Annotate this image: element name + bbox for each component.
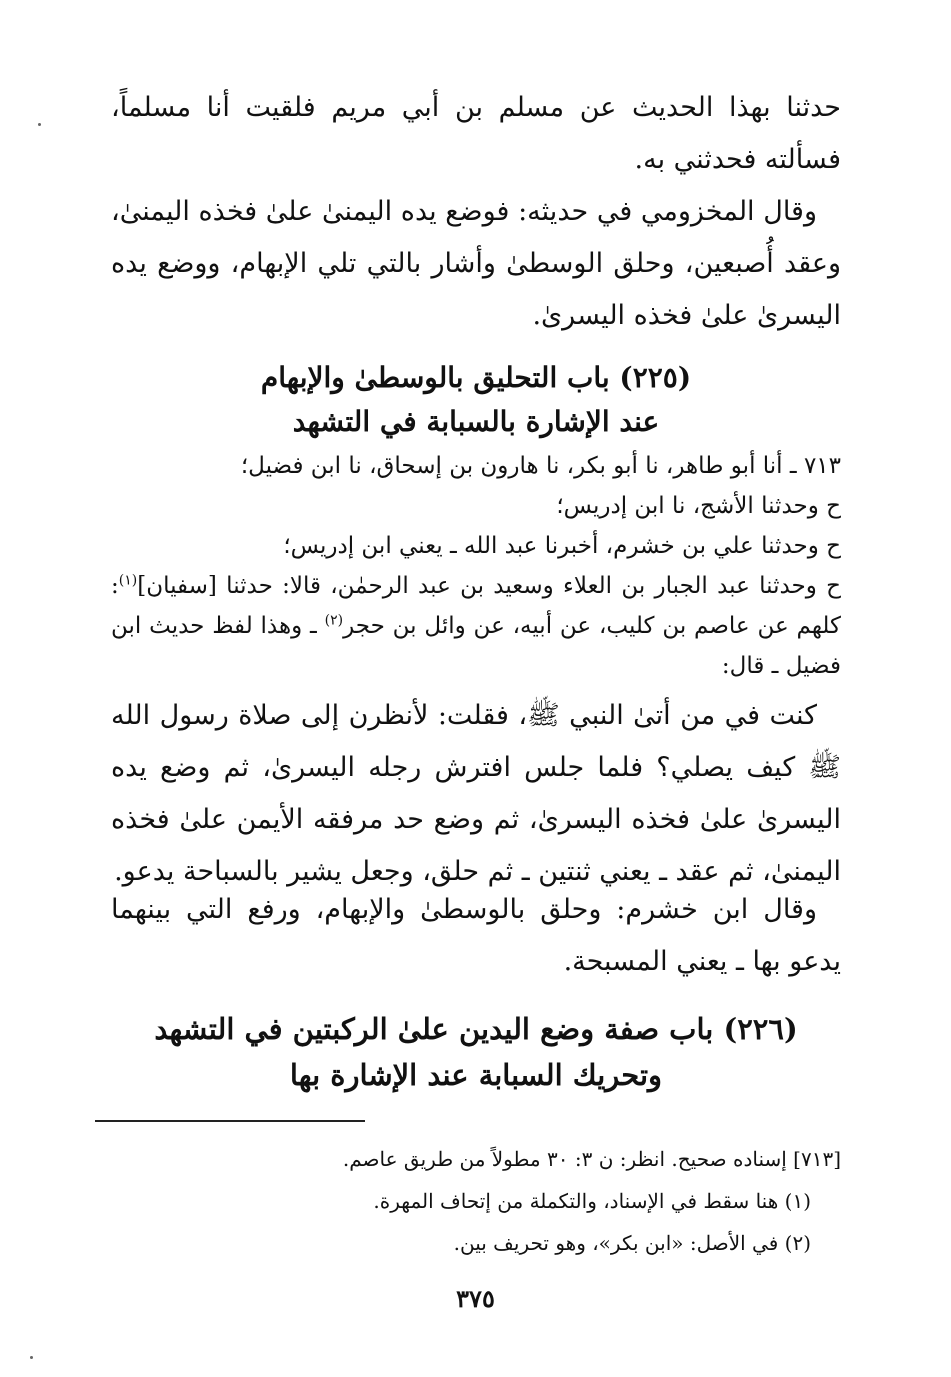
page-number: ٣٧٥	[456, 1284, 495, 1313]
hadith-matn-text: كنت في من أتىٰ النبي ﷺ، فقلت: لأنظرن إلى صلاة رسول الله ﷺ كيف يصلي؟ فلما جلس افترش رجله اليسرىٰ، ثم وضع يده اليسرىٰ علىٰ فخذه اليسرىٰ، ثم وضع حد مرفقه الأيمن علىٰ فخذه اليمنىٰ، ثم عقد ـ يعني ثنتين ـ ثم حلق، وجعل يشير بالسباحة يدعو.	[111, 700, 841, 887]
isnad-text: ح وحدثنا عبد الجبار بن العلاء وسعيد بن عبد الرحمٰن، قالا: حدثنا [سفيان]	[137, 573, 841, 599]
chapter-226-subtitle: وتحريك السبابة عند الإشارة بها	[289, 1058, 663, 1092]
chapter-225-heading	[111, 356, 841, 444]
footnote-divider	[95, 1120, 365, 1122]
opening-paragraph	[111, 82, 841, 186]
footnote-713: [٧١٣] إسناده صحيح. انظر: ن ٣: ٣٠ مطولاً من طريق عاصم.	[342, 1147, 841, 1171]
scan-speck	[38, 123, 41, 126]
hadith-713-matn	[111, 690, 841, 898]
ibn-khashram-text: وقال ابن خشرم: وحلق بالوسطىٰ والإبهام، ورفع التي بينهما يدعو بها ـ يعني المسبحة.	[111, 894, 841, 977]
hadith-713-isnad	[111, 446, 841, 686]
opening-paragraph-text: حدثنا بهذا الحديث عن مسلم بن أبي مريم فلقيت أنا مسلماً، فسألته فحدثني به.	[111, 92, 841, 175]
chapter-226-title: (٢٢٦) باب صفة وضع اليدين علىٰ الركبتين في التشهد	[154, 1012, 798, 1046]
isnad-line: ٧١٣ ـ أنا أبو طاهر، نا أبو بكر، نا هارون بن إسحاق، نا ابن فضيل؛	[240, 453, 841, 479]
isnad-line-long	[111, 566, 841, 686]
chapter-225-subtitle: عند الإشارة بالسبابة في التشهد	[292, 405, 660, 438]
chapter-226-heading	[111, 1006, 841, 1098]
footnotes	[111, 1138, 841, 1264]
isnad-line: ح وحدثنا الأشج، نا ابن إدريس؛	[556, 493, 841, 519]
footnote-ref-1: (١)	[118, 572, 138, 589]
makhzumi-paragraph-text: وقال المخزومي في حديثه: فوضع يده اليمنىٰ علىٰ فخذه اليمنىٰ، وعقد أُصبعين، وحلق الوسطىٰ وأشار بالتي تلي الإبهام، ووضع يده اليسرىٰ علىٰ فخذه اليسرىٰ.	[111, 196, 841, 331]
footnote-1: (١) هنا سقط في الإسناد، والتكملة من إتحاف المهرة.	[373, 1189, 811, 1213]
chapter-225-title: (٢٢٥) باب التحليق بالوسطىٰ والإبهام	[260, 361, 692, 394]
footnote-ref-2: (٢)	[324, 612, 344, 629]
ibn-khashram-paragraph	[111, 884, 841, 988]
makhzumi-paragraph	[111, 186, 841, 342]
scan-speck	[30, 1356, 33, 1359]
isnad-text: : كلهم عن عاصم بن كليب، عن أبيه، عن وائل بن حجر	[111, 573, 841, 639]
isnad-line: ح وحدثنا علي بن خشرم، أخبرنا عبد الله ـ يعني ابن إدريس؛	[283, 533, 841, 559]
isnad-text: ـ وهذا لفظ حديث ابن فضيل ـ قال:	[111, 613, 841, 679]
footnote-2: (٢) في الأصل: «ابن بكر»، وهو تحريف بين.	[453, 1231, 811, 1255]
